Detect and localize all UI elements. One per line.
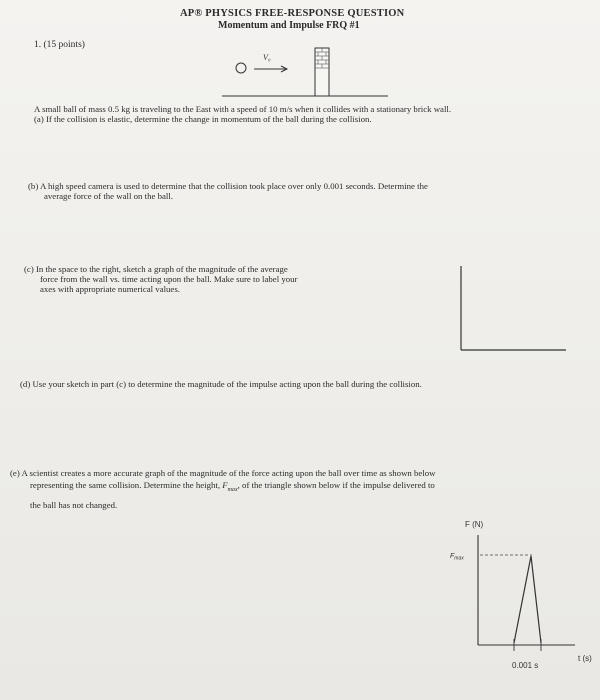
- part-b-prompt-cont: average force of the wall on the ball.: [44, 191, 173, 201]
- problem-intro: A small ball of mass 0.5 kg is traveling to the East with a speed of 10 m/s when it collides with a stationary brick wall.: [34, 104, 452, 114]
- part-e-prompt-cont1: representing the same collision. Determine the height, $F_{max}$, of the triangle shown below if the impulse delivered to: [30, 480, 435, 493]
- brick-wall-icon: [315, 48, 329, 96]
- part-c-prompt: (c) In the space to the right, sketch a graph of the magnitude of the average: [24, 264, 288, 274]
- question-number: 1. (15 points): [34, 40, 85, 50]
- part-a-prompt: (a) If the collision is elastic, determine the change in momentum of the ball during the collision.: [34, 114, 372, 124]
- ball-icon: [236, 63, 246, 73]
- force-triangle: [514, 556, 541, 643]
- part-e-prompt: (e) A scientist creates a more accurate graph of the magnitude of the force acting upon the ball over time as shown below: [10, 468, 436, 478]
- sketch-axes-blank: [456, 262, 576, 358]
- worksheet-subtitle: Momentum and Impulse FRQ #1: [218, 20, 360, 31]
- force-time-graph: [440, 515, 600, 675]
- part-b-prompt: (b) A high speed camera is used to determine that the collision took place over only 0.001 seconds. Determine the: [28, 181, 428, 191]
- graph-x-label: t (s): [578, 654, 592, 663]
- velocity-label: V₀: [263, 53, 271, 62]
- duration-label: 0.001 s: [512, 661, 539, 670]
- part-c-prompt-cont1: force from the wall vs. time acting upon the ball. Make sure to label your: [40, 274, 298, 284]
- fmax-label: $F_{max}$: [450, 553, 464, 562]
- part-e-prompt-cont2: the ball has not changed.: [30, 500, 118, 510]
- ball-wall-diagram: [200, 42, 420, 102]
- graph-y-label: F (N): [465, 520, 484, 529]
- worksheet-title: AP® PHYSICS FREE-RESPONSE QUESTION: [180, 8, 405, 19]
- part-d-prompt: (d) Use your sketch in part (c) to determine the magnitude of the impulse acting upon the ball during the collision.: [20, 379, 422, 389]
- part-c-prompt-cont2: axes with appropriate numerical values.: [40, 284, 180, 294]
